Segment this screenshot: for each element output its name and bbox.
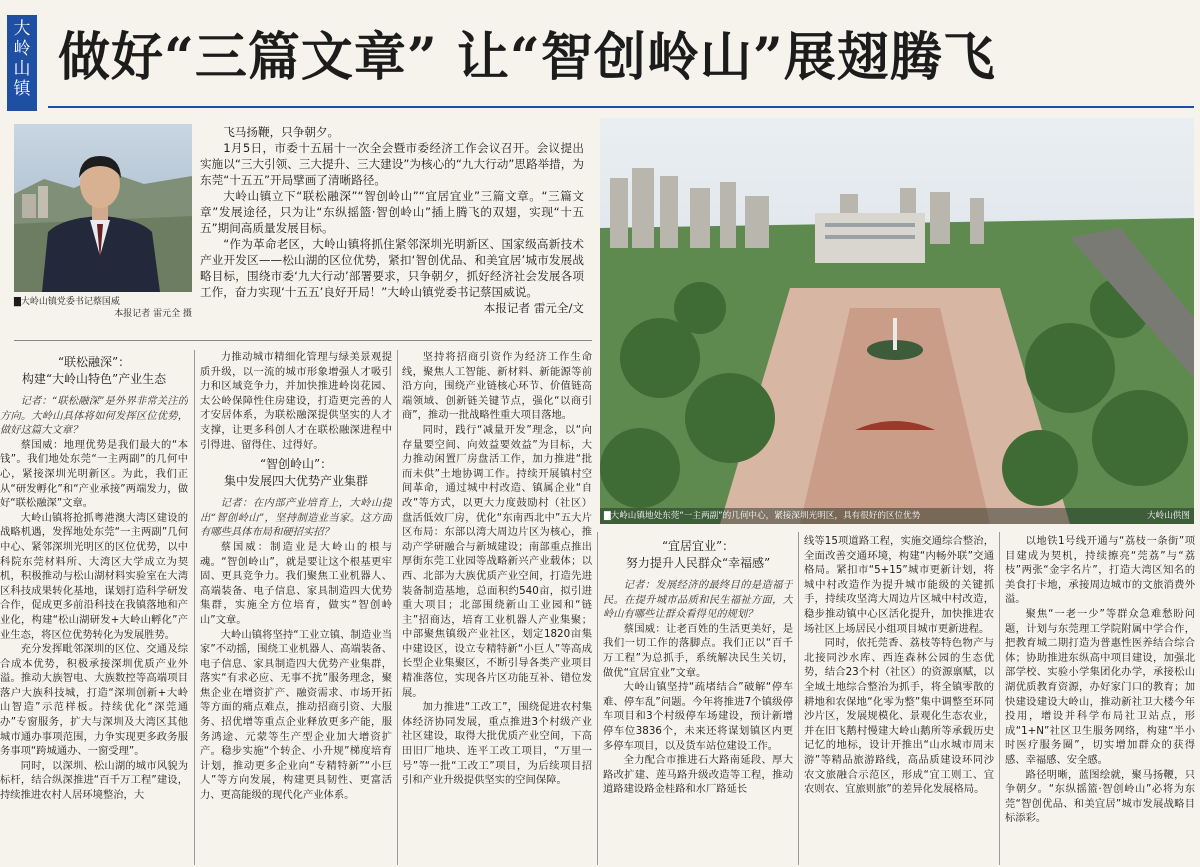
intro-paragraph: 1月5日，市委十五届十一次全会暨市委经济工作会议召开。会议提出实施以“三大引领、三大提升、三大建设”为核心的“九大行动”思路举措，为东莞“十五五”开局擘画了清晰路径。	[200, 141, 584, 187]
section-subhead	[0, 354, 188, 388]
photo-caption-text: ▇大岭山镇地处东莞“一主两副”的几何中心，紧接深圳光明区，具有很好的区位优势	[604, 511, 921, 521]
column-divider	[798, 532, 799, 865]
aerial-photo	[600, 118, 1194, 524]
subhead-line: 集中发展四大优势产业集群	[223, 474, 368, 489]
body-paragraph: 以地铁1号线开通与“荔枝一条街”项目建成为契机，持续擦亮“莞荔”与“荔枝”两张“金字名片”，打造大湾区知名的美食打卡地，承接周边城市的文旅消费外溢。	[1005, 535, 1195, 606]
interview-question: 记者：发展经济的最终目的是造福于民。在提升城市品质和民生福祉方面，大岭山有哪些让群众看得见的规划？	[603, 579, 793, 621]
section-subhead	[603, 538, 793, 572]
article-column-5	[804, 534, 994, 865]
article-column-3	[402, 350, 592, 865]
intro-block	[200, 124, 584, 316]
page-headline: 做好“三篇文章” 让“智创岭山”展翅腾飞	[58, 27, 996, 88]
body-paragraph: 加力推进“工改工”，围绕促进农村集体经济协同发展，重点推进3个村级产业社区建设，取得大批优质产业空间，下高田旧厂地块、连平工改工项目，“万里一号”等一批“工改工”项目，为后续项目招引和产业升级提供坚实的空间保障。	[402, 701, 592, 787]
column-divider	[397, 350, 398, 865]
portrait-caption	[14, 296, 192, 320]
body-paragraph: 同时，践行“减量开发”理念，以“向存量要空间、向效益要效益”为目标，大力推动闲置厂房盘活工作，加力推进“批而未供”土地协调工作。持续开展镇村空间革命，通过城中村改造、镇属企业“自改”等方式，以更大力度鼓励村（社区）盘活低效厂房，优化“东南西北中”五大片区布局：东部以湾大周边片区为核心，推动产学研融合与新城建设；南部重点推出厚街东莞工业园等战略新兴产业载体；以西、北部为大族优质产业空间，打造先进装备制造基地，总面积约540亩，拟引进重大项目；北部围绕新山工业园和“链主”招商达，培育工业机器人产业集聚；中部聚焦镇级产业社区，划定1820亩集中建设区，设立专精特新“小巨人”等高成长型企业集聚区，不断引导各类产业项目精准落位，实现各片区功能互补、错位发展。	[402, 423, 592, 699]
section-subhead	[200, 456, 392, 490]
column-divider	[597, 532, 598, 865]
body-paragraph: 聚焦“一老一少”等群众急难愁盼问题，计划与东莞理工学院附属中学合作，把教育城二期打造为普惠性医养结合综合体；协助推进东纵高中项目建设，加强北部学校、实验小学集团化办学，承接松山湖优质教育资源，办好家门口的教育；加快建设建设大岭山，推动新社卫大楼今年投用，增设并科学布局社卫站点，形成“1+N”社区卫生服务网络，构建“半小时医疗服务圈”，切实增加群众的获得感、幸福感、安全感。	[1005, 607, 1195, 766]
body-paragraph: 蔡国威：地理优势是我们最大的“本钱”。我们地处东莞“一主两副”的几何中心，紧接深圳光明新区。为此，我们正从“研发孵化”和“产业承接”两端发力，做好“联松融深”文章。	[0, 438, 188, 510]
subhead-line: 构建“大岭山特色”产业生态	[21, 372, 167, 386]
body-paragraph: 蔡国威：制造业是大岭山的根与魂。“智创岭山”，就是要让这个根基更牢固、更具竞争力。我们聚焦工业机器人、高端装备、电子信息、家具制造四大优势集群，实施全方位培育，做实“智创岭山”文章。	[200, 540, 392, 626]
intro-paragraph: “作为革命老区，大岭山镇将抓住紧邻深圳光明新区、国家级高新技术产业开发区——松山湖的区位优势，紧扣‘智创优品、和美宜居’城市发展战略目标，围绕市委‘九大行动’部署要求，只争朝夕，抓好经济社会发展各项工作，奋力实现‘十五五’良好开局！”大岭山镇党委书记蔡国威说。	[200, 237, 584, 299]
article-column-6	[1005, 534, 1195, 865]
intro-paragraph: 飞马扬鞭，只争朝夕。	[223, 125, 340, 139]
body-paragraph: 同时，以深圳、松山湖的城市风貌为标杆，结合纵深推进“百千万工程”建设，持续推进农村人居环境整治，大	[0, 759, 188, 802]
subhead-line: “宜居宜业”：	[661, 539, 735, 553]
body-paragraph: 坚持将招商引资作为经济工作生命线，聚焦人工智能、新材料、新能源等前沿方向，围绕产业链核心环节、价值链高端领域、创新链关键节点，强化“以商引商”，推动一批战略性重大项目落地。	[402, 351, 592, 422]
section-tag: 大岭山镇	[7, 15, 37, 111]
portrait-photo	[14, 124, 192, 292]
body-paragraph: 大岭山镇将抢抓粤港澳大湾区建设的战略机遇，发挥地处东莞“一主两副”几何中心、紧邻深圳光明区的区位优势，以中科院东莞材料所、大湾区大学成立为契机，积极推动与松山湖材料实验室在大湾区科技成果转化基地，谋划打造科学研发合作，促成更多前沿科技在我镇落地和产业化，构建“松山湖研发+大岭山孵化”产业生态，将区位优势转化为发展胜势。	[0, 511, 188, 641]
body-paragraph: 蔡国威：让老百姓的生活更美好，是我们一切工作的落脚点。我们正以“百千万工程”为总抓手，系统解决民生关切，做优“宜居宜业”文章。	[603, 622, 793, 679]
column-divider	[999, 532, 1000, 865]
photo-credit: 大岭山供图	[1147, 511, 1190, 521]
interview-question: 记者：“联松融深”是外界非常关注的方向。大岭山具体将如何发挥区位优势，做好这篇大文章？	[0, 395, 188, 437]
interview-question: 记者：在内部产业培育上，大岭山提出“智创岭山”，坚持制造业当家。这方面有哪些具体布局和硬招实招？	[200, 497, 392, 539]
body-paragraph: 同时，依托莞香、荔枝等特色物产与北接同沙水库、西连森林公园的生态优势，结合23个村（社区）的资源禀赋，以全域土地综合整治为抓手，将全镇零散的耕地和农保地“化零为整”集中调整至环同沙片区，发展规模化、景观化生态农业，并在旧飞鹅村慢建大岭山鹅所等承载历史记忆的地标，设计开推出“山水城市周末游”等精品旅游路线，高品质建设环同沙农文旅融合示范区，形成“宜工则工、宜农则农、宜旅则旅”的差异化发展格局。	[804, 637, 994, 796]
body-paragraph: 全力配合市推进石大路南延段、厚大路改扩建、莲马路升级改造等工程，推动道路建设路金桂路和水厂路延长	[603, 754, 793, 796]
column-divider	[194, 350, 195, 865]
body-paragraph: 线等15项道路工程，实施交通综合整治，全面改善交通环境，构建“内畅外联”交通格局。紧扣市“5+15”城市更新计划，将城中村改造作为提升城市能级的关键抓手，持续攻坚湾大周边片区城中村改造，稳步推动镇中心区活化提升，加快推进农场社区上场居民小组项目城市更新进程。	[804, 535, 994, 635]
subhead-line: “联松融深”：	[57, 355, 131, 369]
header-rule	[48, 106, 1194, 108]
body-paragraph: 大岭山镇坚持“疏堵结合”破解“停车难、停车乱”问题。今年将推进7个镇级停车项目和3个村级停车场建设，预计新增停车位3836个，未来还将谋划镇区内更多停车项目，以及货车站位建设工作。	[603, 681, 793, 752]
portrait-caption-text: ▇大岭山镇党委书记蔡国威	[14, 297, 120, 307]
body-paragraph: 路径明晰，蓝图绘就，聚马扬鞭，只争朝夕。“东纵摇篮·智创岭山”必将为东莞“智创优品、和美宜居”城市发展战略目标添彩。	[1005, 768, 1195, 825]
article-column-1	[0, 350, 188, 865]
photo-caption	[600, 508, 1194, 524]
article-column-2	[200, 350, 392, 865]
aerial-illustration	[600, 118, 1194, 524]
portrait-credit: 本报记者 雷元全 摄	[114, 309, 192, 319]
intro-paragraph: 大岭山镇立下“联松融深”“智创岭山”“宜居宜业”三篇文章。“三篇文章”发展途径，只为让“东纵摇篮·智创岭山”插上腾飞的双翅，实现“十五五”期间高质量发展目标。	[200, 189, 584, 235]
article-column-4	[603, 534, 793, 865]
section-rule	[14, 340, 592, 341]
body-paragraph: 充分发挥毗邻深圳的区位、交通及综合成本优势，积极承接深圳优质产业外溢。推动大族智电、大族数控等高端项目落户大族科技城，打造“深圳创新+大岭山智造”示范样板。持续优化“深莞通办”专窗服务，扩大与深圳及大湾区其他城市通办事项范围，力争实现更多政务服务事项“跨城通办、一窗受理”。	[0, 643, 188, 758]
subhead-line: 努力提升人民群众“幸福感”	[625, 556, 771, 570]
portrait-illustration	[14, 124, 192, 292]
body-paragraph: 力推动城市精细化管理与绿美景观提质升级，以一流的城市形象增强人才吸引力和区域竞争力，并加快推进岭岗花园、太公岭保障性住房建设，打造更完善的人才安居体系，为联松融深提供坚实的人才支撑，让更多科创人才在联松融深进程中引得进、留得住、过得好。	[200, 351, 392, 451]
intro-signoff: 本报记者 雷元全/文	[483, 301, 584, 315]
body-paragraph: 大岭山镇将坚持“工业立镇、制造业当家”不动摇，围绕工业机器人、高端装备、电子信息、家具制造四大优势产业集群，落实“有求必应、无事不扰”服务理念，聚焦企业在增资扩产、融资需求、市场开拓等方面的痛点难点，推动招商引资、大服务、招优增等重点企业释放更多产能，服务鸿途、元蒙等生产型企业加大增资扩产。稳步实施“个转企、小升规”梯度培育计划，推动更多企业向“专精特新”“小巨人”等方向发展，构建更具韧性、更富活力、更高能级的现代化产业体系。	[200, 628, 392, 802]
subhead-line: “智创岭山”：	[259, 457, 333, 472]
